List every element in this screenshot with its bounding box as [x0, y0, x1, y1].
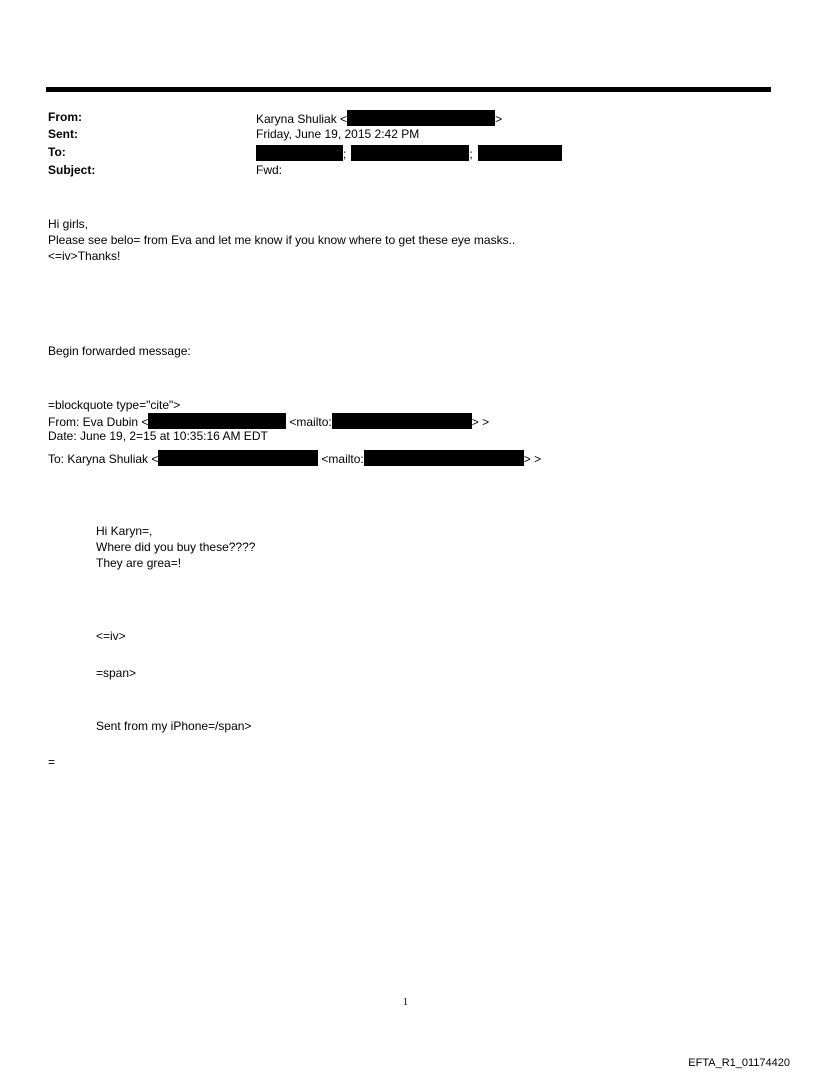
mailto-text: <mailto:	[289, 415, 332, 429]
quoted-span: =span>	[96, 666, 137, 680]
body-line: <=iv>Thanks!	[48, 249, 121, 263]
redaction-block	[351, 145, 469, 161]
redaction-block	[347, 110, 495, 126]
forwarded-to-name: To: Karyna Shuliak <	[48, 452, 159, 466]
to-separator: ;	[469, 147, 473, 161]
sent-label: Sent:	[48, 127, 78, 141]
from-end: >	[495, 112, 503, 126]
body-greeting: Hi girls,	[48, 217, 89, 231]
forwarded-to	[48, 450, 541, 467]
to-label: To:	[48, 145, 66, 159]
quoted-line: Where did you buy these????	[96, 540, 256, 554]
quoted-greeting: Hi Karyn=,	[96, 524, 153, 538]
subject-label: Subject:	[48, 163, 96, 177]
redaction-block	[148, 413, 286, 429]
quoted-line: They are grea=!	[96, 556, 182, 570]
from-label: From:	[48, 110, 82, 124]
quoted-div: <=iv>	[96, 629, 126, 643]
from-name: Karyna Shuliak <	[256, 112, 348, 126]
body-line: Please see belo= from Eva and let me know if you know where to get these eye masks..	[48, 233, 516, 247]
to-separator: ;	[343, 147, 347, 161]
page-number: 1	[403, 997, 408, 1008]
trailer-text: =	[48, 755, 56, 769]
forwarded-heading: Begin forwarded message:	[48, 344, 191, 358]
header-rule	[46, 87, 771, 92]
redaction-block	[256, 145, 343, 161]
close-brackets: > >	[523, 452, 542, 466]
redaction-block	[364, 450, 524, 466]
from-value	[256, 110, 502, 127]
redaction-block	[478, 145, 562, 161]
to-value	[256, 145, 562, 162]
redaction-block	[158, 450, 318, 466]
bates-number: EFTA_R1_01174420	[688, 1057, 790, 1069]
subject-value: Fwd:	[256, 163, 283, 177]
sent-value: Friday, June 19, 2015 2:42 PM	[256, 127, 420, 141]
quoted-signature: Sent from my iPhone=/span>	[96, 719, 252, 733]
forwarded-from-name: From: Eva Dubin <	[48, 415, 149, 429]
blockquote-text: =blockquote type="cite">	[48, 398, 181, 412]
redaction-block	[332, 413, 472, 429]
close-brackets: > >	[471, 415, 490, 429]
forwarded-from	[48, 413, 489, 430]
mailto-text: <mailto:	[321, 452, 364, 466]
forwarded-date: Date: June 19, 2=15 at 10:35:16 AM EDT	[48, 429, 268, 443]
